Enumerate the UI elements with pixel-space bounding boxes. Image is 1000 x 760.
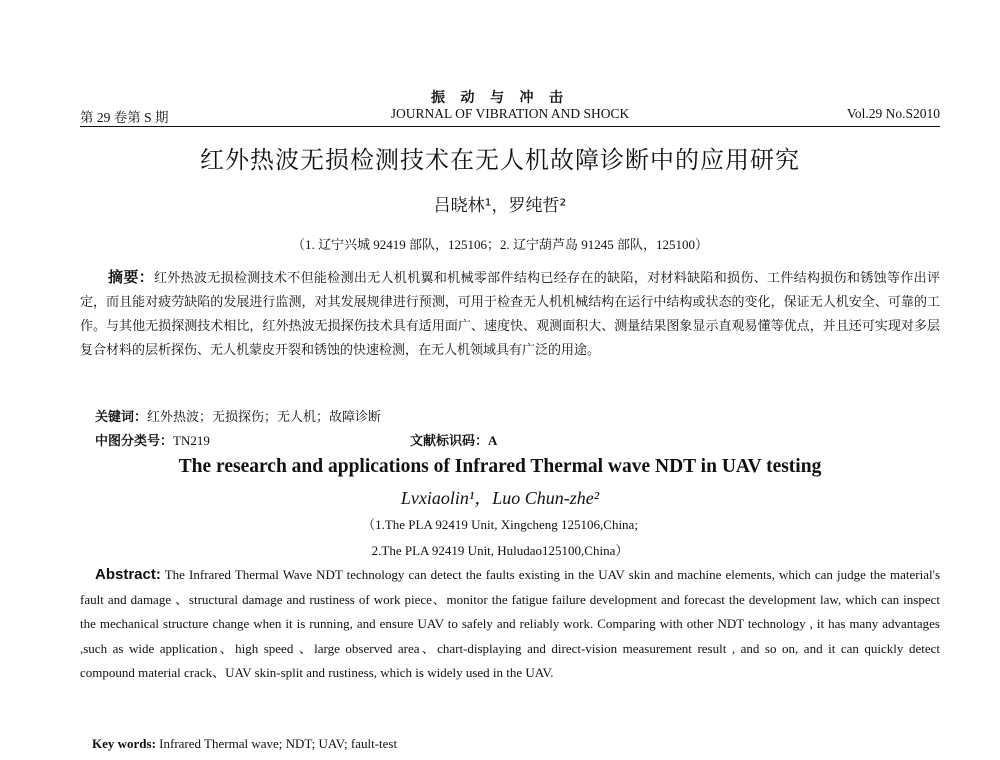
affiliation-en-2: 2.The PLA 92419 Unit, Huludao125100,China） xyxy=(371,543,629,558)
classification-label: 中图分类号： xyxy=(95,433,174,448)
keywords-en-text: Infrared Thermal wave; NDT; UAV; fault-test xyxy=(159,736,398,751)
document-code xyxy=(410,430,497,449)
header-divider xyxy=(80,126,940,127)
keywords-cn xyxy=(95,406,381,425)
affiliation-en-1: （1.The PLA 92419 Unit, Xingcheng 125106,China; xyxy=(362,517,638,532)
paper-title-en: The research and applications of Infrared Thermal wave NDT in UAV testing xyxy=(178,456,822,477)
classification-row xyxy=(95,430,695,449)
authors-en: Lvxiaolin¹，Luo Chun-zhe² xyxy=(400,488,600,508)
abstract-en xyxy=(80,563,940,686)
journal-name-en: JOURNAL OF VIBRATION AND SHOCK xyxy=(390,106,630,121)
affiliations-cn: （1. 辽宁兴城 92419 部队，125106；2. 辽宁葫芦岛 91245 部队，125100） xyxy=(291,237,708,252)
abstract-cn-label: 摘要： xyxy=(108,270,154,286)
volume-issue-en: Vol.29 No.S2010 xyxy=(846,106,940,121)
abstract-cn-text: 红外热波无损检测技术不但能检测出无人机机翼和机械零部件结构已经存在的缺陷，对材料缺陷和损伤、工件结构损伤和锈蚀等作出评定，而且能对疲劳缺陷的发展进行监测，对其发展规律进行预测，可用于检查无人机机械结构在运行中结构或状态的变化，保证无人机安全、可靠的工作。与其他无损探测技术相比，红外热波无损探伤技术具有适用面广、速度快、观测面积大、测量结果图象显示直观易懂等优点，并且还可实现对多层复合材料的层析探伤、无人机蒙皮开裂和锈蚀的快速检测，在无人机领域具有广泛的用途。 xyxy=(80,270,940,357)
volume-issue-cn: 第 29 卷第 S 期 xyxy=(80,110,169,125)
keywords-cn-text: 红外热波；无损探伤；无人机；故障诊断 xyxy=(147,409,382,424)
abstract-en-text: The Infrared Thermal Wave NDT technology can detect the faults existing in the UAV skin and machine elements, which can judge the material's fault and damage 、structural damage and rustiness of work piece、monitor the fatigue failure development and forecast the development law, which can inspect the mechanical structure change when it is running, and ensure UAV to safely and reliably work. Comparing with other NDT technology , it has many advantages ,such as wide application、high speed 、large observed area、chart-displaying and direct-vision measurement result , and so on, and it can quickly detect compound material crack、UAV skin-split and rustiness, which is widely used in the UAV. xyxy=(80,567,940,680)
document-code-label: 文献标识码： xyxy=(410,433,489,448)
classification-code: TN219 xyxy=(173,433,210,448)
classification xyxy=(95,433,210,448)
abstract-en-label: Abstract: xyxy=(95,566,161,583)
journal-name-cn: 振 动 与 冲 击 xyxy=(431,91,569,106)
running-header xyxy=(80,106,940,126)
paper-title-cn: 红外热波无损检测技术在无人机故障诊断中的应用研究 xyxy=(200,146,800,174)
keywords-cn-label: 关键词： xyxy=(95,409,148,424)
keywords-en xyxy=(92,736,397,752)
abstract-cn xyxy=(80,266,940,362)
keywords-en-label: Key words: xyxy=(92,736,156,751)
document-code-value: A xyxy=(488,433,498,448)
authors-cn: 吕晓林¹，罗纯哲² xyxy=(433,196,567,216)
